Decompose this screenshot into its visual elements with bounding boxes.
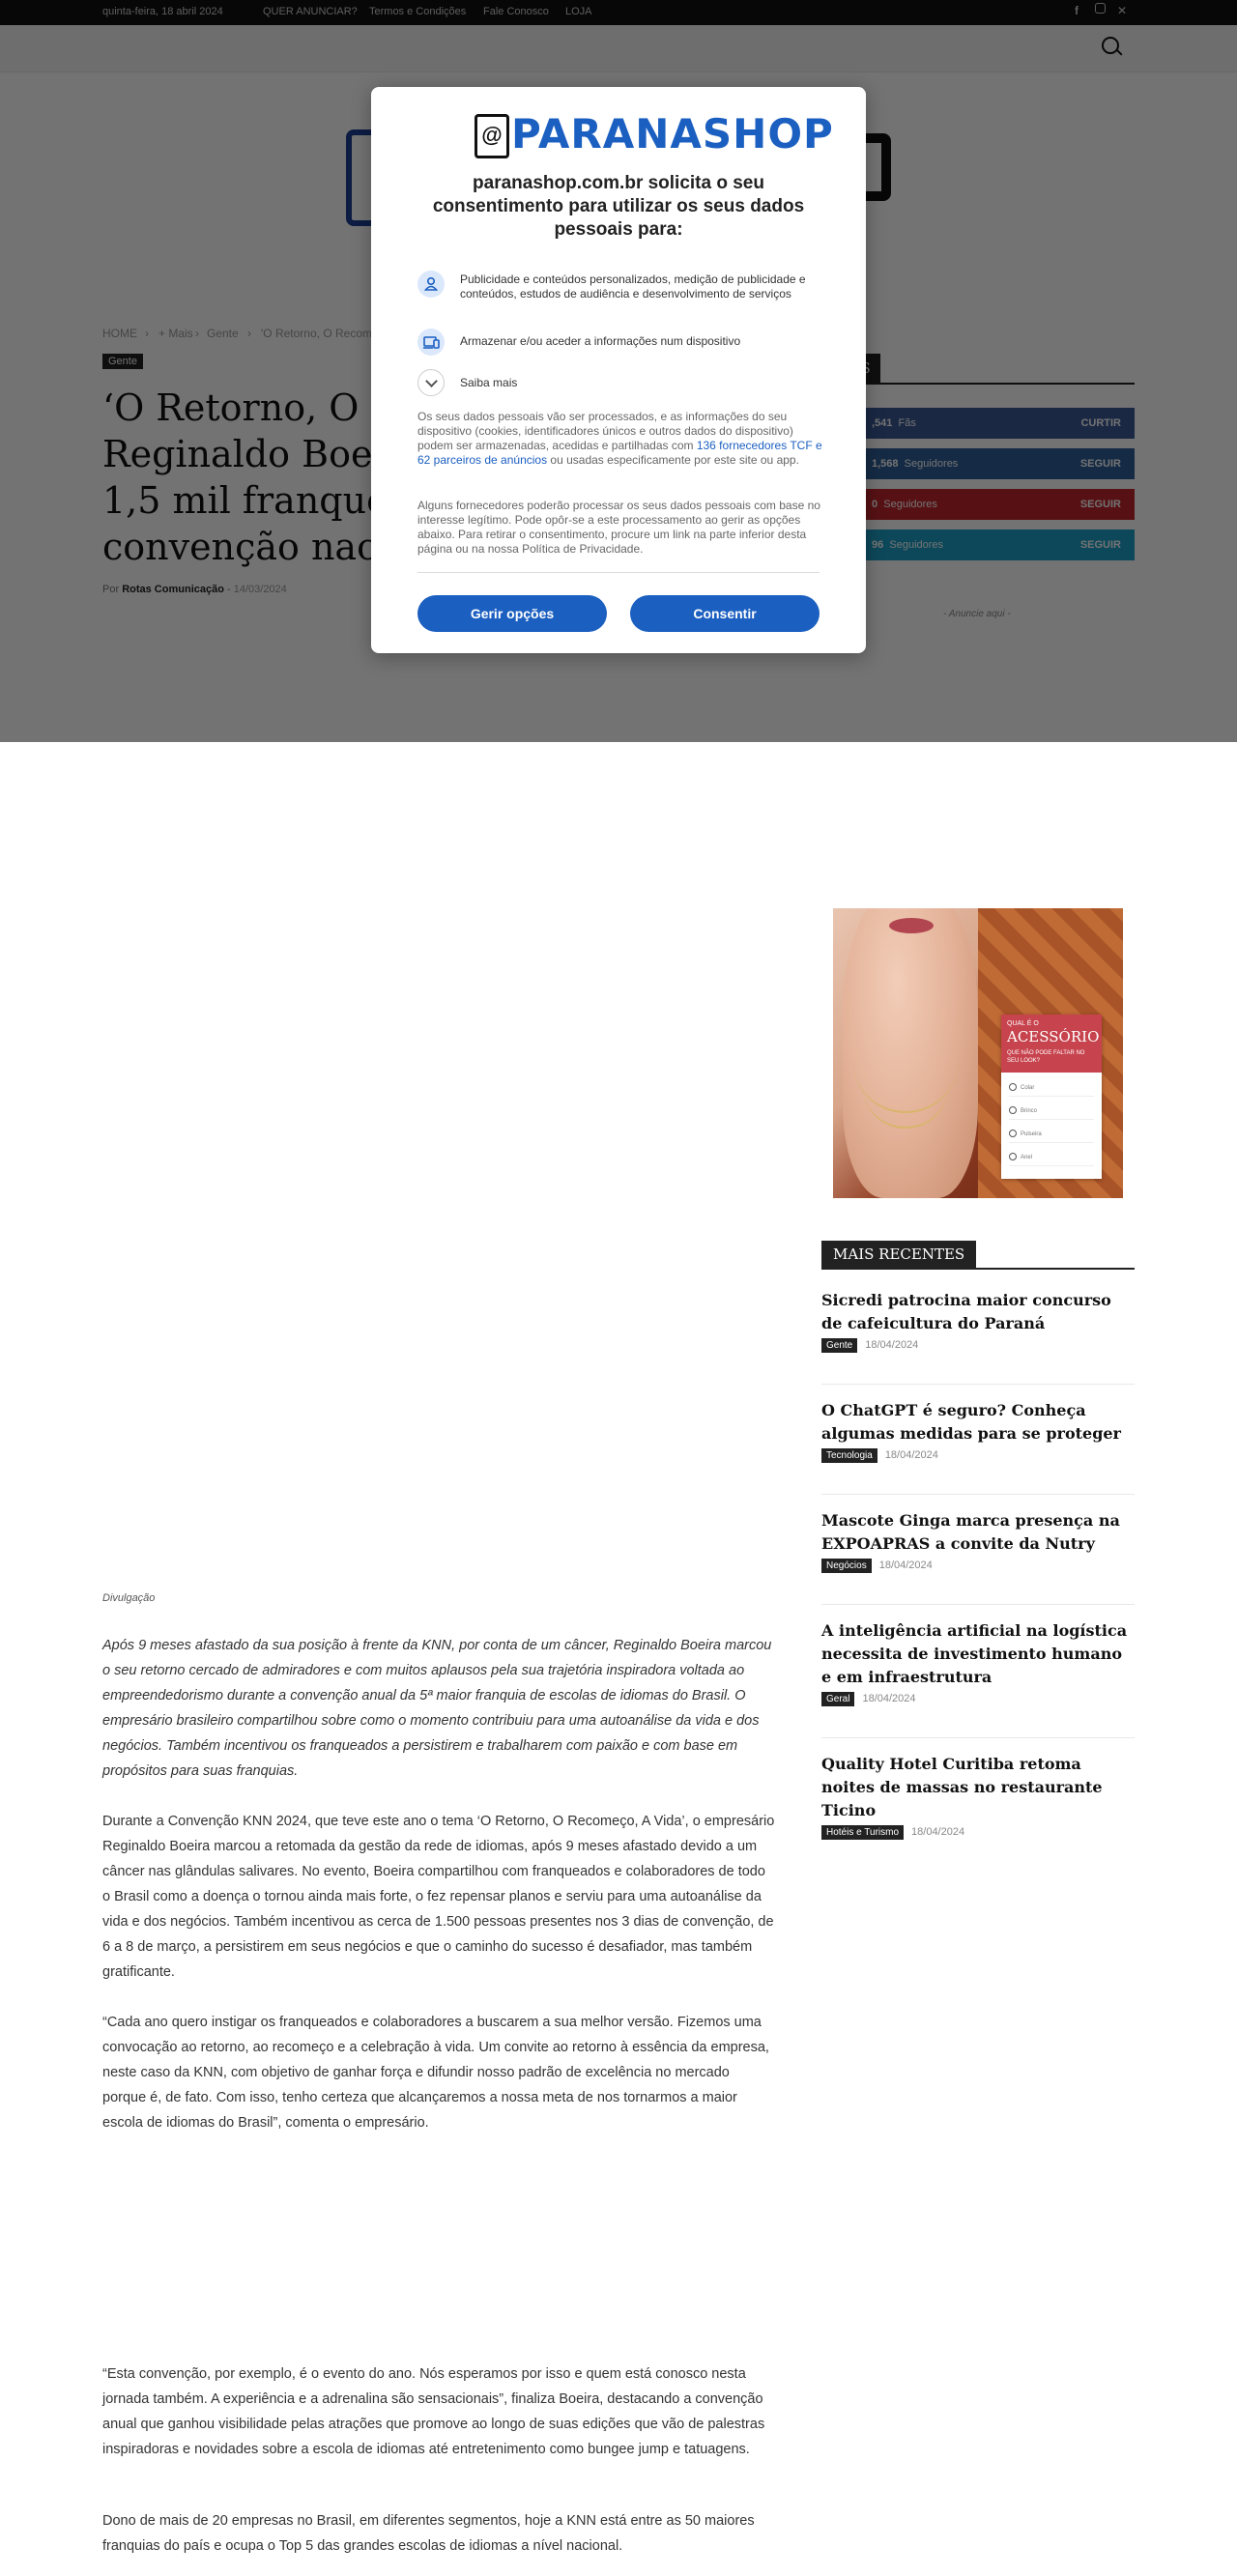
article-paragraph: “Esta convenção, por exemplo, é o evento do ano. Nós esperamos por isso e quem está conosco nesta jornada também. A experiência e a adrenalina são sensacionais”, finaliza Boeira, destacando a convenção anual que ganhou visibilidade pelas atrações que promove ao longo de suas edições que vão de palestras inspiradoras e novidades sobre a escola de idiomas até entretenimento como bungee jump e tatuagens. (102, 2366, 765, 2457)
ad-poll-card[interactable]: QUAL É O ACESSÓRIO QUE NÃO PODE FALTAR NO SEU LOOK? Colar Brinco Pulseira Anel (1001, 1015, 1102, 1179)
sidebar-ad-image[interactable] (833, 908, 1123, 1198)
vendors-link[interactable]: 136 fornecedores TCF e 62 parceiros de anúncios (417, 439, 822, 467)
recent-post[interactable] (821, 1509, 1135, 1571)
consent-description: Os seus dados pessoais vão ser processados, e as informações do seu dispositivo (cookies, identificadores únicos e outros dados do dispositivo) podem ser armazenadas, acedidas e partilhadas com 136 fornecedores TCF e 62 parceiros de anúncios ou usadas especificamente por este site ou app. (417, 410, 822, 467)
recent-post-title[interactable]: Quality Hotel Curitiba retoma noites de massas no restaurante Ticino (821, 1755, 1103, 1819)
consent-heading: paranashop.com.br solicita o seu consentimento para utilizar os seus dados pessoais para: (432, 173, 805, 240)
divider (417, 572, 820, 573)
learn-more-label[interactable]: Saiba mais (460, 376, 518, 389)
category-badge[interactable]: Tecnologia (821, 1448, 877, 1463)
recent-post-title[interactable]: A inteligência artificial na logística necessita de investimento humano e em infraestrutura (821, 1621, 1128, 1686)
recent-post[interactable] (821, 1619, 1135, 1704)
recent-post[interactable] (821, 1399, 1135, 1461)
ad-option[interactable]: Pulseira (1009, 1127, 1094, 1143)
category-badge[interactable]: Gente (821, 1338, 857, 1353)
recent-posts-heading: MAIS RECENTES (821, 1241, 1135, 1270)
ad-option[interactable]: Anel (1009, 1150, 1094, 1166)
post-date: 18/04/2024 (865, 1339, 919, 1351)
legitimate-interest-text: Alguns fornecedores poderão processar os seus dados pessoais com base no interesse legítimo. Pode opôr-se a este processamento ao gerir as opções abaixo. Para retirar o consentimento, procure um link na parte inferior desta página ou na nossa Política de Privacidade. (417, 499, 820, 556)
category-badge[interactable]: Geral (821, 1692, 854, 1706)
learn-more-toggle[interactable] (417, 369, 823, 398)
purpose-personalised-ads (417, 271, 823, 319)
purpose-text: Publicidade e conteúdos personalizados, medição de publicidade e conteúdos, estudos de audiência e desenvolvimento de serviços (460, 272, 806, 301)
consent-button[interactable]: Consentir (630, 595, 820, 632)
recent-post[interactable] (821, 1289, 1135, 1351)
device-icon (417, 329, 445, 356)
image-caption: Divulgação (102, 1592, 156, 1604)
article-paragraph: Dono de mais de 20 empresas no Brasil, em diferentes segmentos, hoje a KNN está entre as 50 maiores franquias do país e ocupa o Top 5 das grandes escolas de idiomas a nível nacional. (102, 2513, 755, 2554)
purpose-text: Armazenar e/ou aceder a informações num dispositivo (460, 334, 741, 348)
chevron-down-icon[interactable] (417, 369, 445, 396)
recent-post-title[interactable]: Mascote Ginga marca presença na EXPOAPRAS a convite da Nutry (821, 1511, 1120, 1553)
article-paragraph: “Cada ano quero instigar os franqueados e colaboradores a buscarem a sua melhor versão. Fizemos uma convocação ao retorno, ao recomeço e a celebração à vida. Um convite ao retorno à essência da empresa, neste caso da KNN, com objetivo de ganhar força e difundir nosso padrão de excelência no mercado porque é, de fato. Com isso, tenho certeza que alcançaremos a nossa meta de nos tornarmos a maior escola de idiomas do Brasil”, comenta o empresário. (102, 2015, 769, 2131)
article-paragraph: Durante a Convenção KNN 2024, que teve este ano o tema ‘O Retorno, O Recomeço, A Vida’, o empresário Reginaldo Boeira marcou a retomada da gestão da rede de idiomas, após 9 meses afastado devido a um câncer nas glândulas salivares. No evento, Boeira compartilhou com franqueados e colaboradores de todo o Brasil como a doença o tornou ainda mais forte, o fez repensar planos e serviu para uma autoanálise da vida e dos negócios. Também incentivou as cerca de 1.500 pessoas presentes nos 3 dias de convenção, de 6 a 8 de março, a persistirem em seus negócios e que o caminho do sucesso é desafiador, mas também gratificante. (102, 1814, 775, 1980)
recent-post-title[interactable]: O ChatGPT é seguro? Conheça algumas medidas para se proteger (821, 1401, 1121, 1443)
at-icon: @ (475, 114, 509, 158)
post-date: 18/04/2024 (878, 1560, 933, 1571)
category-badge[interactable]: Negócios (821, 1559, 872, 1573)
post-date: 18/04/2024 (862, 1693, 916, 1704)
post-date: 18/04/2024 (884, 1449, 938, 1461)
article-lead: Após 9 meses afastado da sua posição à frente da KNN, por conta de um câncer, Reginaldo Boeira marcou o seu retorno cercado de admiradores e com muitos aplausos pela sua trajetória inspiradora voltada ao empreendedorismo durante a convenção anual da 5ª maior franquia de escolas de idiomas do Brasil. O empresário brasileiro compartilhou sobre como o momento contribuiu para uma autoanálise da vida e dos negócios. Também incentivou os franqueados a persistirem e trabalharem com paixão e com base em propósitos para suas franquias. (102, 1638, 772, 1779)
consent-dialog (371, 87, 866, 653)
category-badge[interactable]: Hotéis e Turismo (821, 1825, 904, 1840)
manage-options-button[interactable]: Gerir opções (417, 595, 607, 632)
recent-post[interactable] (821, 1753, 1135, 1838)
person-icon (417, 271, 445, 298)
logo-text: PARANASHOP (511, 110, 834, 157)
recent-post-title[interactable]: Sicredi patrocina maior concurso de cafeicultura do Paraná (821, 1291, 1111, 1332)
ad-option[interactable]: Colar (1009, 1080, 1094, 1097)
post-date: 18/04/2024 (911, 1826, 965, 1838)
purpose-device-storage (417, 329, 823, 358)
paranashop-logo (475, 108, 834, 160)
ad-option[interactable]: Brinco (1009, 1103, 1094, 1120)
